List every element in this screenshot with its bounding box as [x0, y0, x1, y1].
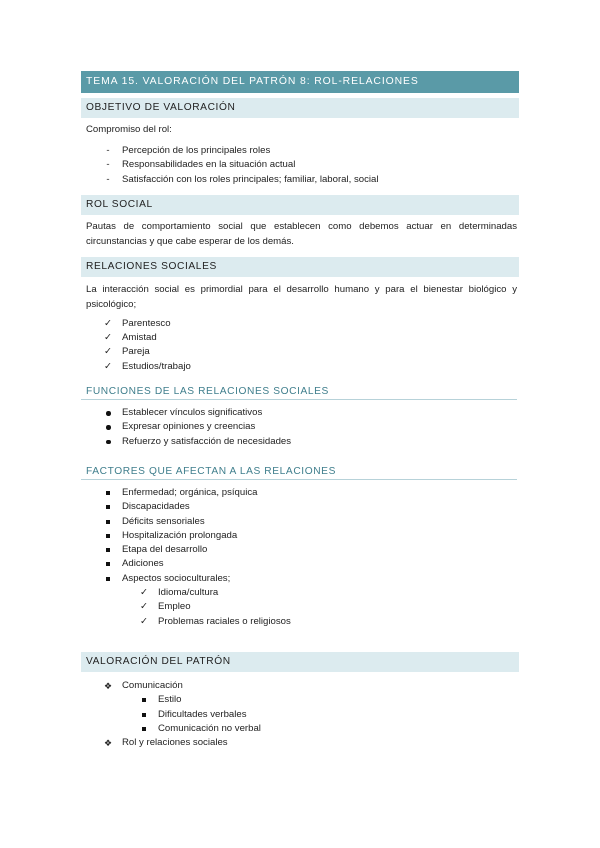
document-page	[81, 71, 519, 750]
list-item: ✓ Idioma/cultura	[81, 586, 519, 600]
valoracion-list-2	[81, 736, 519, 750]
list-item: Discapacidades	[122, 501, 190, 513]
diamond-bullet-icon	[101, 736, 115, 751]
list-item: - Percepción de los principales roles	[81, 144, 519, 158]
list-item: Expresar opiniones y creencias	[122, 421, 256, 433]
section-heading-relaciones-sociales: RELACIONES SOCIALES	[81, 257, 519, 277]
checkmark-icon	[137, 586, 151, 600]
section-heading-rol-social: ROL SOCIAL	[81, 195, 519, 215]
relaciones-list	[81, 317, 519, 374]
checkmark-icon	[137, 615, 151, 629]
checkmark-icon	[101, 345, 115, 359]
funciones-list	[81, 406, 519, 449]
checkmark-icon	[101, 317, 115, 331]
rol-social-text: Pautas de comportamiento social que establecen como debemos actuar en determinadas circunstancias y que cabe esperar de los demás.	[86, 220, 517, 247]
list-item: Adiciones	[122, 558, 164, 570]
list-item: ✓ Problemas raciales o religiosos	[81, 615, 519, 629]
list-item: Estilo	[158, 694, 182, 706]
list-item: Comunicación no verbal	[158, 722, 261, 734]
list-item: - Satisfacción con los roles principales; familiar, laboral, social	[81, 173, 519, 187]
checkmark-icon	[101, 360, 115, 374]
section-heading-objetivo: OBJETIVO DE VALORACIÓN	[81, 98, 519, 118]
list-item: - Responsabilidades en la situación actual	[81, 158, 519, 172]
dash-bullet-icon	[101, 144, 115, 158]
list-item: ✓ Amistad	[81, 331, 519, 345]
checkmark-icon	[101, 331, 115, 345]
diamond-bullet-icon	[101, 679, 115, 694]
checkmark-icon	[137, 600, 151, 614]
factores-list	[81, 486, 519, 586]
list-item: Dificultades verbales	[158, 708, 247, 720]
subheading-funciones: FUNCIONES DE LAS RELACIONES SOCIALES	[81, 386, 517, 400]
list-item: ✓ Parentesco	[81, 317, 519, 331]
objetivo-intro: Compromiso del rol:	[86, 124, 172, 135]
list-item: Establecer vínculos significativos	[122, 407, 263, 419]
list-item: Refuerzo y satisfacción de necesidades	[122, 435, 292, 447]
subheading-factores: FACTORES QUE AFECTAN A LAS RELACIONES	[81, 466, 517, 480]
list-item: Hospitalización prolongada	[122, 529, 238, 541]
list-item: ✓ Estudios/trabajo	[81, 360, 519, 374]
list-item: Déficits sensoriales	[122, 515, 205, 527]
list-item: ✓ Pareja	[81, 345, 519, 359]
comunicacion-sublist	[81, 693, 519, 736]
dash-bullet-icon	[101, 173, 115, 187]
relaciones-sociales-text: La interacción social es primordial para el desarrollo humano y para el bienestar biológico y psicológico;	[86, 283, 517, 310]
factores-sublist	[81, 586, 519, 629]
section-heading-valoracion: VALORACIÓN DEL PATRÓN	[81, 652, 519, 672]
dash-bullet-icon	[101, 158, 115, 172]
list-item: Etapa del desarrollo	[122, 544, 208, 556]
list-item: ❖ Comunicación	[81, 679, 519, 693]
valoracion-list	[81, 679, 519, 693]
list-item: ❖ Rol y relaciones sociales	[81, 736, 519, 750]
objetivo-list	[81, 144, 519, 187]
list-item: Enfermedad; orgánica, psíquica	[122, 486, 258, 498]
list-item: ✓ Empleo	[81, 600, 519, 614]
list-item: Aspectos socioculturales;	[122, 572, 231, 584]
document-title: TEMA 15. VALORACIÓN DEL PATRÓN 8: ROL-RELACIONES	[81, 71, 519, 93]
